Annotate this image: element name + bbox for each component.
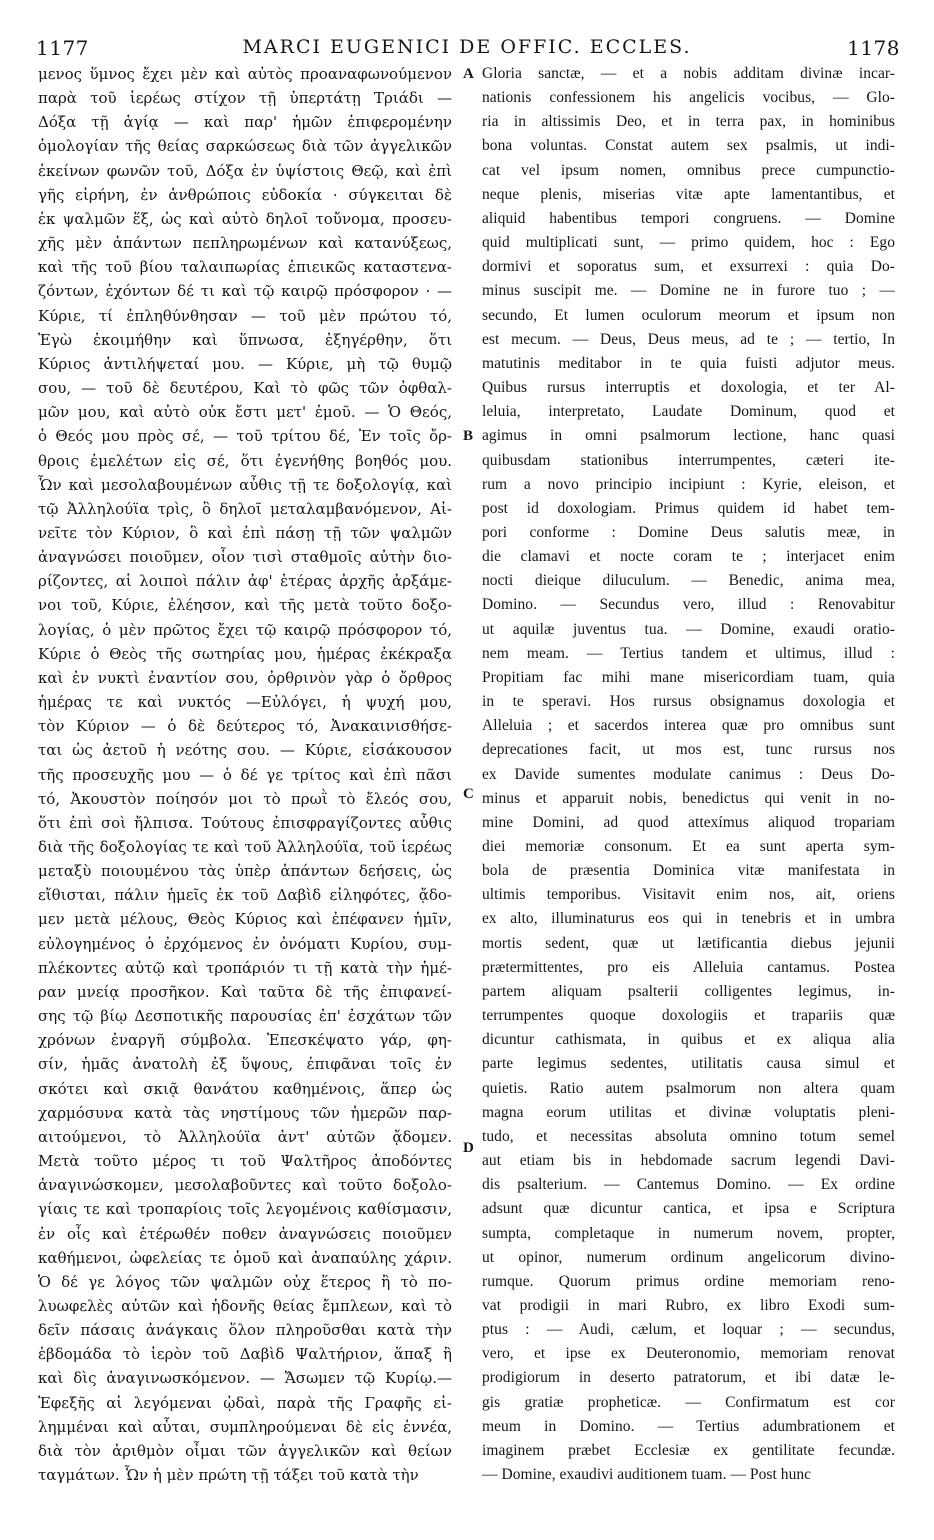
greek-text-line: ζόντων, ἐχόντων δέ τι καὶ τῷ καιρῷ πρόσφορον · — xyxy=(38,282,452,301)
margin-marker-b: B xyxy=(463,428,474,444)
greek-text-line: μεταξὺ ποιουμένου τὰς ὑπὲρ ἁπάντων δεήσεις, ὡς xyxy=(38,862,452,881)
latin-text-line: adsunt quæ dicuntur cantica, et ipsa e Scriptura xyxy=(482,1200,895,1218)
greek-text-line: τό, Ἀκουστὸν ποίησόν μοι τὸ πρωῒ τὸ ἔλεός σου, xyxy=(38,789,452,808)
greek-text-line: λυωφελὲς αὐτῶν καὶ ἡδονῆς θείας ἔμπλεων, καὶ τὸ xyxy=(38,1296,452,1315)
latin-text-line: quid multiplicati sunt, — primo quidem, hoc : Ego xyxy=(482,234,895,252)
latin-text-line: gis gratiæ propheticæ. — Confirmatum est cor xyxy=(482,1393,895,1411)
latin-text-line: ut aquilæ juventus tua. — Domine, exaudi oratio- xyxy=(482,620,895,638)
margin-marker-d: D xyxy=(463,1140,474,1156)
greek-text-line: καθήμενοι, ὠφελείας τε ὁμοῦ καὶ ἀναπαύλης χάριν. xyxy=(38,1248,452,1267)
greek-text-line: παρὰ τοῦ ἱερέως στίχον τῇ ὑπερτάτῃ Τριάδι — xyxy=(38,89,452,108)
latin-text-line: rumque. Quorum primus ordine memoriam reno- xyxy=(482,1272,895,1290)
latin-text-line: dis psalterium. — Cantemus Domino. — Ex ordine xyxy=(482,1176,895,1194)
greek-text-line: καὶ δὶς ἀναγινωσκόμενον. — Ἄσωμεν τῷ Κυρίῳ.— xyxy=(38,1369,452,1388)
latin-text-line: ut opinor, numerum ordinum angelicorum divino- xyxy=(482,1248,895,1266)
latin-text-line: prodigiorum in deserto patratorum, et ibi datæ le- xyxy=(482,1369,895,1387)
latin-text-line: tudo, et necessitas absoluta omnino totum semel xyxy=(482,1127,895,1145)
latin-text-line: — Domine, exaudivi auditionem tuam. — Post hunc xyxy=(482,1466,812,1484)
latin-text-line: deprecationes facit, ut mos est, tunc rursus nos xyxy=(482,741,895,759)
greek-column xyxy=(38,62,452,1537)
greek-text-line: χαρμόσυνα κατὰ τὰς νηστίμους τῶν ἡμερῶν παρ- xyxy=(38,1103,452,1122)
latin-text-line: meum in Domino. — Tertius adumbrationem et xyxy=(482,1417,895,1435)
page-header xyxy=(0,0,934,62)
latin-text-line: prætermittentes, pro eis Alleluia cantamus. Postea xyxy=(482,958,895,976)
latin-text-line: nem meam. — Tertius tandem et ultimus, illud : xyxy=(482,644,895,662)
greek-text-line: γῆς εἰρήνη, ἐν ἀνθρώποις εὐδοκία · σύγκειται δὲ xyxy=(38,185,452,204)
latin-text-line: pori conforme : Domine Deus salutis meæ, in xyxy=(482,523,895,541)
greek-text-line: ὅτι ἐπὶ σοὶ ἤλπισα. Τούτους ἐπισφραγίζοντες αὖθις xyxy=(38,813,452,832)
greek-text-line: Ἐγὼ ἐκοιμήθην καὶ ὕπνωσα, ἐξηγέρθην, ὅτι xyxy=(38,330,452,349)
greek-text-line: χῆς μὲν ἁπάντων πεπληρωμένων καὶ κατανύξεως, xyxy=(38,234,452,253)
right-page-number: 1178 xyxy=(847,36,900,60)
latin-text-line: dicuntur cathismata, in quibus et ex aliqua alia xyxy=(482,1031,895,1049)
latin-text-line: nationis confessionem his angelicis vocibus, — Glo- xyxy=(482,89,895,107)
left-page-number: 1177 xyxy=(36,36,89,60)
greek-text-line: ἀναγνώσει ποιοῦμεν, οἷον τισὶ σταθμοῖς αὐτὴν διο- xyxy=(38,548,452,567)
greek-text-line: καὶ τῆς τοῦ βίου ταλαιπωρίας ἐπιεικῶς καταστενα- xyxy=(38,258,452,277)
greek-text-line: λημμέναι καὶ αὗται, συμπληρούμεναι δὲ εἰς ἐννέα, xyxy=(38,1417,452,1436)
greek-text-line: μεν μετὰ μέλους, Θεὸς Κύριος καὶ ἐπέφανεν ἡμῖν, xyxy=(38,910,452,929)
latin-text-line: bola de præsentia Dominica vitæ manifestata in xyxy=(482,862,895,880)
greek-text-line: καὶ ἐν νυκτὶ ἐναντίον σου, ὀρθρινὸν γὰρ ὁ ὄρθρος xyxy=(38,668,452,687)
latin-text-line: aut etiam bis in hebdomade sacrum legendi Davi- xyxy=(482,1152,895,1170)
latin-text-line: aliquid habentibus tempori congruens. — Domine xyxy=(482,209,895,227)
latin-text-line: matutinis meditabor in te quia fuisti adjutor meus. xyxy=(482,354,895,372)
latin-text-line: vero, et ipse ex Deuteronomio, memoriam renovat xyxy=(482,1345,895,1363)
greek-text-line: Κύριε ὁ Θεὸς τῆς σωτηρίας μου, ἡμέρας ἐκέκραξα xyxy=(38,644,452,663)
latin-text-line: cat vel ipsum nomen, omnibus prece cumpunctio- xyxy=(482,161,895,179)
margin-marker-c: C xyxy=(463,786,474,802)
latin-text-line: sumpta, completaque in numerum novem, propter, xyxy=(482,1224,895,1242)
greek-text-line: Ὧν καὶ μεσολαβουμένων αὖθις τῇ τε δοξολογίᾳ, καὶ xyxy=(38,475,452,494)
greek-text-line: σου, — τοῦ δὲ δευτέρου, Καὶ τὸ φῶς τῶν ὀφθαλ- xyxy=(38,379,452,398)
greek-text-line: Κύριος ἀντιλήψεταί μου. — Κύριε, μὴ τῷ θυμῷ xyxy=(38,354,452,373)
latin-text-line: bona voluntas. Constat autem sex psalmis, ut indi- xyxy=(482,137,895,155)
greek-text-line: τῷ Ἀλληλούϊα τρὶς, ὃ δηλοῖ μεταλαμβανόμενον, Αἰ- xyxy=(38,499,452,518)
greek-text-line: Δόξα τῇ ἁγίᾳ — καὶ παρ' ἡμῶν ἐπιφερομένην xyxy=(38,113,452,132)
latin-text-line: ultimis temporibus. Visitavit enim nos, ait, oriens xyxy=(482,886,895,904)
latin-text-line: die clamavi et nocte coram te ; interjacet enim xyxy=(482,548,895,566)
greek-text-line: ἐκείνων φωνῶν τοῦ, Δόξα ἐν ὑψίστοις Θεῷ, καὶ ἐπὶ xyxy=(38,161,452,180)
latin-column xyxy=(482,62,895,1537)
running-title: MARCI EUGENICI DE OFFIC. ECCLES. xyxy=(242,36,692,58)
greek-text-line: ταγμάτων. Ὧν ἡ μὲν πρώτη τῇ τάξει τοῦ κατὰ τὴν xyxy=(38,1466,419,1485)
greek-text-line: ἐν οἷς καὶ ἑτέρωθέν ποθεν ἀναγνώσεις ποιοῦμεν xyxy=(38,1224,452,1243)
latin-text-line: partem aliquam psalterii colligentes legimus, in- xyxy=(482,982,895,1000)
greek-text-line: νεῖτε τὸν Κύριον, ὃ καὶ ἐπὶ πάσῃ τῇ τῶν ψαλμῶν xyxy=(38,523,452,542)
latin-text-line: terrumpentes quoque doxologiis et trapariis quæ xyxy=(482,1007,895,1025)
latin-text-line: Alleluia ; et sacerdos interea quæ pro omnibus sunt xyxy=(482,717,895,735)
greek-text-line: τῆς προσευχῆς μου — ὁ δέ γε τρίτος καὶ ἐπὶ πᾶσι xyxy=(38,765,452,784)
latin-text-line: ptus : — Audi, cælum, et loquar ; — secundus, xyxy=(482,1321,895,1339)
greek-text-line: εὐλογημένος ὁ ἐρχόμενος ἐν ὀνόματι Κυρίου, συμ- xyxy=(38,934,452,953)
latin-text-line: leluia, interpretato, Laudate Dominum, quod et xyxy=(482,403,895,421)
greek-text-line: ὁ Θεός μου πρὸς σέ, — τοῦ τρίτου δέ, Ἐν τοῖς ὄρ- xyxy=(38,427,452,446)
latin-text-line: minus et apparuit nobis, benedictus qui venit in no- xyxy=(482,789,895,807)
latin-text-line: quietis. Ratio autem psalmorum non altera quam xyxy=(482,1079,895,1097)
greek-text-line: ρίζοντες, αἱ λοιποὶ πάλιν ἀφ' ἑτέρας ἀρχῆς ἀρξάμε- xyxy=(38,572,452,591)
greek-text-line: Κύριε, τί ἐπληθύνθησαν — τοῦ μὲν πρώτου τό, xyxy=(38,306,452,325)
latin-text-line: mine Domini, ad quod attexímus aliquod tropariam xyxy=(482,813,895,831)
latin-text-line: ex Davide sumentes modulate canimus : Deus Do- xyxy=(482,765,895,783)
latin-text-line: nocti dieique diluculum. — Benedic, anima mea, xyxy=(482,572,895,590)
latin-text-line: rum a novo principio incipiunt : Kyrie, eleison, et xyxy=(482,475,895,493)
latin-text-line: Domino. — Secundus vero, illud : Renovabitur xyxy=(482,596,895,614)
latin-text-line: diei memoriæ consonum. Et ea sunt aperta sym- xyxy=(482,838,895,855)
latin-text-line: quibusdam stationibus interrumpentes, cæteri ite- xyxy=(482,451,895,469)
greek-text-line: αιτούμενοι, τὸ Ἀλληλούϊα ἀντ' αὐτῶν ᾄδομεν. xyxy=(38,1127,452,1146)
latin-text-line: post id doxologiam. Primus quidem id habet tem- xyxy=(482,499,895,517)
greek-text-line: μενος ὕμνος ἔχει μὲν καὶ αὐτὸς προαναφωνούμενον xyxy=(38,65,452,83)
greek-text-line: λογίας, ὁ μὲν πρῶτος ἔχει τῷ καιρῷ πρόσφορον τό, xyxy=(38,620,452,639)
greek-text-line: μῶν μου, καὶ αὐτὸ οὐκ ἔστι μετ' ἐμοῦ. — Ὁ Θεός, xyxy=(38,403,452,422)
latin-text-line: parte legimus sedentes, utilitatis causa simul et xyxy=(482,1055,895,1073)
greek-text-line: ἑβδομάδα τὸ ἱερὸν τοῦ Δαβὶδ Ψαλτήριον, ἅπαξ ἢ xyxy=(38,1345,452,1364)
latin-text-line: ex alto, illuminaturus eos qui in tenebris et in umbra xyxy=(482,910,895,928)
latin-text-line: Propitiam fac mihi mane misericordiam tuam, quia xyxy=(482,668,895,686)
latin-text-line: Gloria sanctæ, — et a nobis additam divinæ incar- xyxy=(482,65,895,82)
greek-text-line: χρόνων ἐναργῆ σύμβολα. Ἐπεσκέψατο γάρ, φη- xyxy=(38,1031,452,1050)
greek-text-line: σίν, ἡμᾶς ἀνατολὴ ἐξ ὕψους, ἐπιφᾶναι τοῖς ἐν xyxy=(38,1055,452,1074)
greek-text-line: τὸν Κύριον — ὁ δὲ δεύτερος τό, Ἀνακαινισθήσε- xyxy=(38,717,452,736)
greek-text-line: ὁμολογίαν τῆς θείας σαρκώσεως διὰ τῶν ἀγγελικῶν xyxy=(38,137,452,156)
latin-text-line: agimus in omni psalmorum lectione, hanc quasi xyxy=(482,427,895,445)
latin-text-line: imaginem præbet Ecclesiæ ex gentilitate fecundæ. xyxy=(482,1441,895,1459)
latin-text-line: neque plenis, miserias vitæ apte lamentantibus, et xyxy=(482,185,895,203)
greek-text-line: νοι τοῦ, Κύριε, ἐλέησον, καὶ τῆς μετὰ τοῦτο δοξο- xyxy=(38,596,452,615)
latin-text-line: minus suscipit me. — Domine ne in furore tuo ; — xyxy=(482,282,895,300)
latin-text-line: dormivi et soporatus sum, et exsurrexi : quia Do- xyxy=(482,258,895,276)
greek-text-line: διὰ τῆς δοξολογίας τε καὶ τοῦ Ἀλληλούϊα, τοῦ ἱερέως xyxy=(38,838,452,856)
greek-text-line: σκότει καὶ σκιᾷ θανάτου καθημένοις, ἅπερ ὡς xyxy=(38,1079,452,1098)
greek-text-line: σης τῷ βίῳ Δεσποτικῆς παρουσίας ἐπ' ἐσχάτων τῶν xyxy=(38,1007,452,1026)
greek-text-line: ται ὡς ἀετοῦ ἡ νεότης σου. — Κύριε, εἰσάκουσον xyxy=(38,741,452,760)
greek-text-line: Μετὰ τοῦτο μέρος τι τοῦ Ψαλτῆρος ἀποδόντες xyxy=(38,1152,452,1171)
greek-text-line: ἡμέρας τε καὶ νυκτός —Εὐλόγει, ἡ ψυχή μου, xyxy=(38,693,452,712)
latin-text-line: est mecum. — Deus, Deus meus, ad te ; — tertio, In xyxy=(482,330,895,348)
greek-text-line: δεῖν πάσαις ἀνάγκαις ὅλον πληροῦσθαι κατὰ τὴν xyxy=(38,1321,452,1340)
greek-text-line: Ὁ δέ γε λόγος τῶν ψαλμῶν οὐχ ἕτερος ἢ τὸ πο- xyxy=(38,1272,452,1291)
greek-text-line: εἴθισται, πάλιν ἡμεῖς ἐκ τοῦ Δαβὶδ εἰληφότες, ᾄδο- xyxy=(38,886,452,905)
greek-text-line: ἀναγινώσκομεν, μεσολαβοῦντες καὶ τοῦτο δοξολο- xyxy=(38,1176,452,1195)
greek-text-line: Ἐφεξῆς αἱ λεγόμεναι ᾠδαὶ, παρὰ τῆς Γραφῆς εἰ- xyxy=(38,1393,452,1412)
greek-text-line: γίαις τε καὶ τροπαρίοις τοῖς λεγομένοις καθίσμασιν, xyxy=(38,1200,452,1219)
latin-text-line: Quibus rursus interruptis et doxologia, et ter Al- xyxy=(482,379,895,397)
latin-text-line: magna eorum utilitas et divinæ voluptatis pleni- xyxy=(482,1103,895,1121)
greek-text-line: θροις ἐμελέτων εἰς σέ, ὅτι ἐγενήθης βοηθός μου. xyxy=(38,451,452,470)
greek-text-line: διὰ τὸν ἀριθμὸν οἶμαι τῶν ἀγγελικῶν καὶ θείων xyxy=(38,1441,452,1460)
latin-text-line: secundo, Et lumen oculorum meorum et ipsum non xyxy=(482,306,895,324)
greek-text-line: ἐκ ψαλμῶν ἕξ, ὡς καὶ αὐτὸ δηλοῖ τοὔνομα, προσευ- xyxy=(38,209,452,228)
latin-text-line: mortis sedent, quæ ut lætificantia diebus jejunii xyxy=(482,934,895,952)
greek-text-line: ραν μνείᾳ προσῆκον. Καὶ ταῦτα δὲ τῆς ἐπιφανεί- xyxy=(38,982,452,1001)
latin-text-line: in te speravi. Hos rursus obsignamus doxologia et xyxy=(482,693,895,711)
margin-marker-a: A xyxy=(463,66,474,82)
latin-text-line: ria in altissimis Deo, et in terra pax, in hominibus xyxy=(482,113,895,131)
greek-text-line: πλέκοντες αὐτῷ καὶ τροπάριόν τι τῇ κατὰ τὴν ἡμέ- xyxy=(38,958,452,977)
latin-text-line: vat prodigii in mari Rubro, ex libro Exodi sum- xyxy=(482,1296,895,1314)
